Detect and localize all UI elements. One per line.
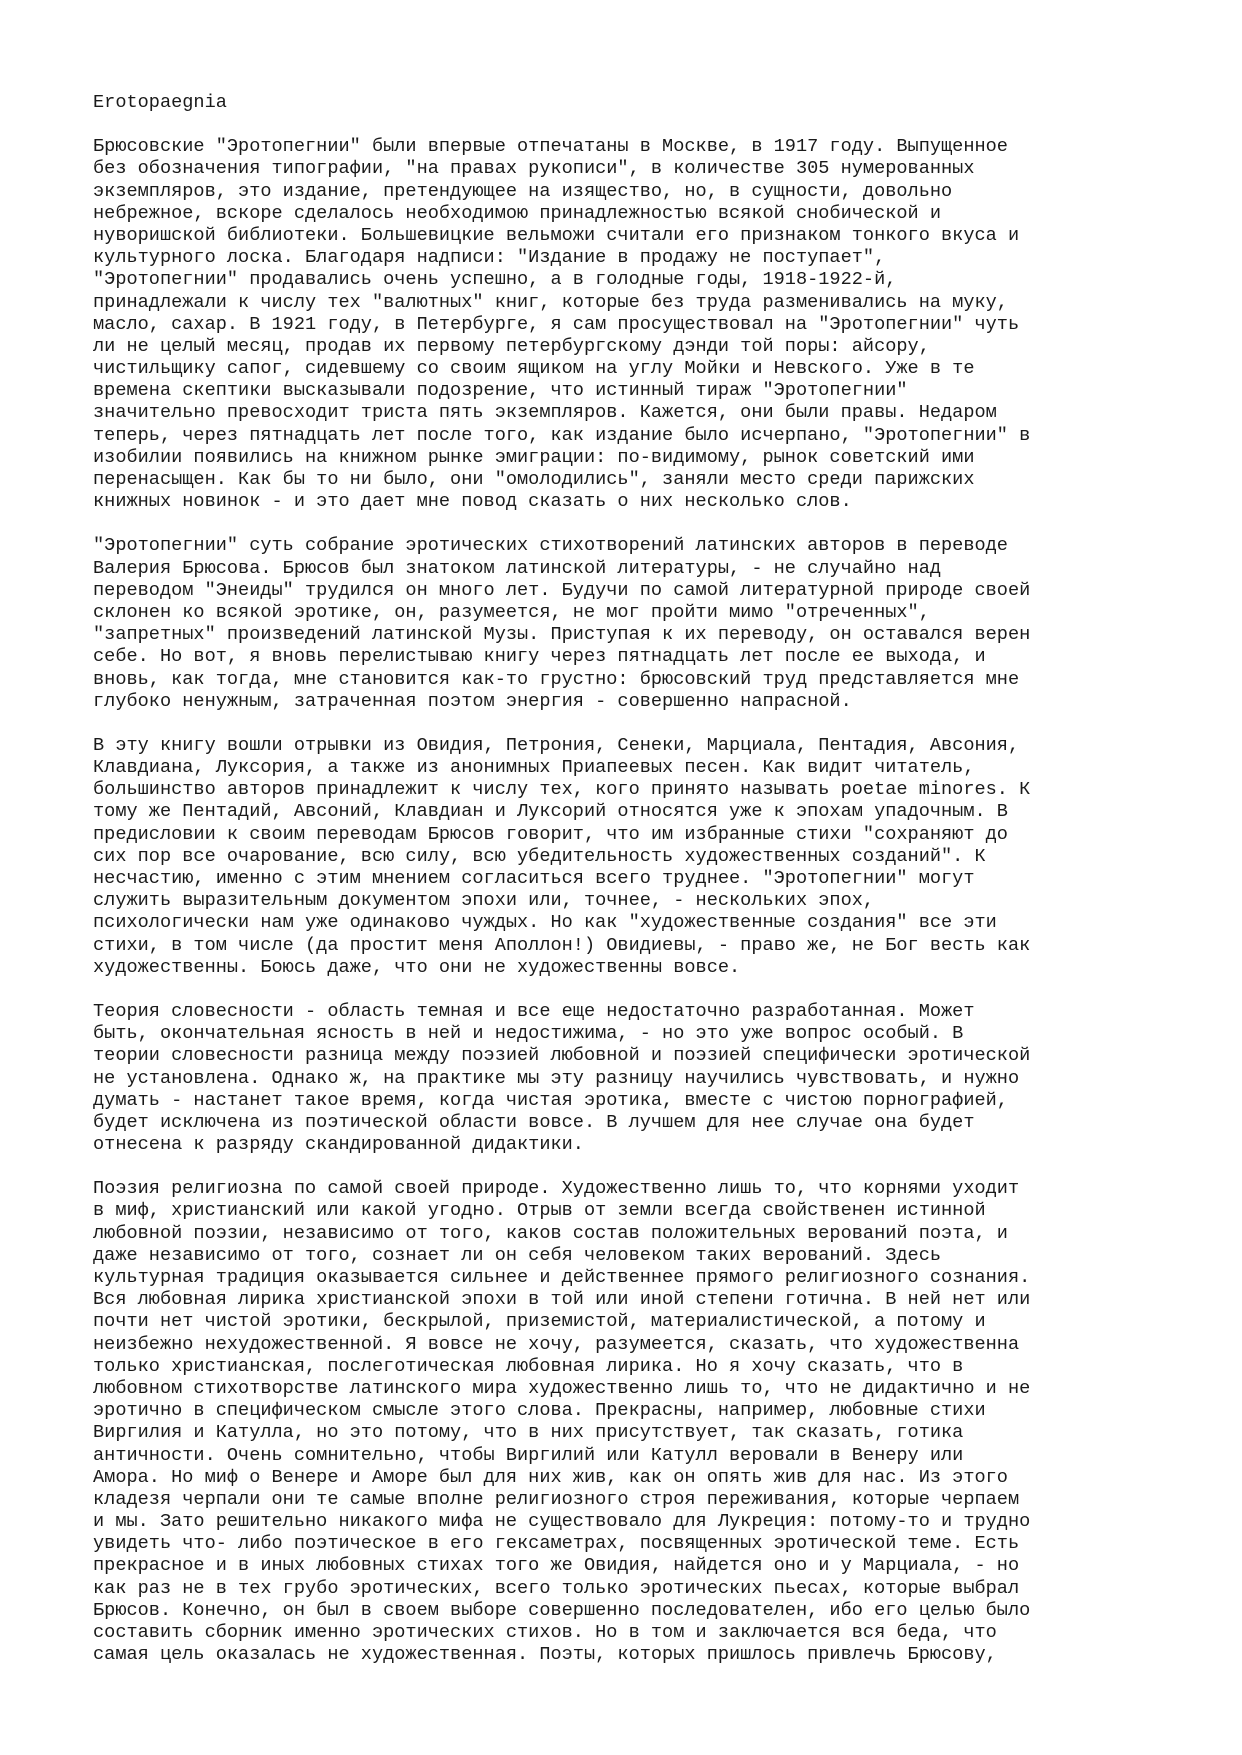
text-line: прекрасное и в иных любовных стихах того же Овидия, найдется оно и у Марциала, - но xyxy=(93,1555,1020,1577)
text-line: изобилии появились на книжном рынке эмиграции: по-видимому, рынок советский ими xyxy=(93,446,975,468)
text-line: как раз не в тех грубо эротических, всего только эротических пьесах, которые выбрал xyxy=(93,1577,1020,1599)
text-line: самая цель оказалась не художественная. Поэты, которых пришлось привлечь Брюсову, xyxy=(93,1644,997,1666)
text-line: "запретных" произведений латинской Музы. Приступая к их переводу, он оставался верен xyxy=(93,624,1031,646)
text-line: и мы. Зато решительно никакого мифа не существовало для Лукреция: потому-то и трудно xyxy=(93,1511,1031,1533)
text-line: в миф, христианский или какой угодно. Отрыв от земли всегда свойственен истинной xyxy=(93,1200,986,1222)
text-line: "Эротопегнии" продавались очень успешно, а в голодные годы, 1918-1922-й, xyxy=(93,269,897,291)
text-line: глубоко ненужным, затраченная поэтом энергия - совершенно напрасной. xyxy=(93,690,852,712)
text-line: склонен ко всякой эротике, он, разумеется, не мог пройти мимо "отреченных", xyxy=(93,601,930,623)
paragraph xyxy=(93,535,1173,713)
document-title: Erotopaegnia xyxy=(93,92,227,113)
text-line: себе. Но вот, я вновь перелистываю книгу через пятнадцать лет после ее выхода, и xyxy=(93,646,986,668)
text-line: культурная традиция оказывается сильнее и действеннее прямого религиозного сознания. xyxy=(93,1267,1031,1289)
paragraph xyxy=(93,136,1173,513)
text-line: тому же Пентадий, Авсоний, Клавдиан и Луксорий относятся уже к эпохам упадочным. В xyxy=(93,801,1008,823)
text-line: быть, окончательная ясность в ней и недостижима, - но это уже вопрос особый. В xyxy=(93,1023,964,1045)
text-line: экземпляров, это издание, претендующее на изящество, но, в сущности, довольно xyxy=(93,180,953,202)
text-line: теперь, через пятнадцать лет после того, как издание было исчерпано, "Эротопегнии" в xyxy=(93,424,1031,446)
text-line: предисловии к своим переводам Брюсов говорит, что им избранные стихи "сохраняют до xyxy=(93,823,1008,845)
text-line: переводом "Энеиды" трудился он много лет. Будучи по самой литературной природе своей xyxy=(93,579,1031,601)
text-line: будет исключена из поэтической области вовсе. В лучшем для нее случае она будет xyxy=(93,1111,975,1133)
text-line: большинство авторов принадлежит к числу тех, кого принято называть poetae minores. К xyxy=(93,779,1031,801)
text-line: Вся любовная лирика христианской эпохи в той или иной степени готична. В ней нет или xyxy=(93,1289,1031,1311)
text-line: без обозначения типографии, "на правах рукописи", в количестве 305 нумерованных xyxy=(93,158,975,180)
text-line: книжных новинок - и это дает мне повод сказать о них несколько слов. xyxy=(93,491,852,513)
text-line: масло, сахар. В 1921 году, в Петербурге, я сам просуществовал на "Эротопегнии" чуть xyxy=(93,313,1020,335)
text-line: почти нет чистой эротики, бескрылой, приземистой, материалистической, а потому и xyxy=(93,1311,986,1333)
text-line: небрежное, вскоре сделалось необходимою принадлежностью всякой снобической и xyxy=(93,202,942,224)
text-line: принадлежали к числу тех "валютных" книг, которые без труда разменивались на муку, xyxy=(93,291,1008,313)
text-line: времена скептики высказывали подозрение, что истинный тираж "Эротопегнии" xyxy=(93,380,908,402)
document-body xyxy=(93,136,1173,1666)
text-line: нуворишской библиотеки. Большевицкие вельможи считали его признаком тонкого вкуса и xyxy=(93,224,1020,246)
text-line: художественны. Боюсь даже, что они не художественны вовсе. xyxy=(93,956,741,978)
text-line: "Эротопегнии" суть собрание эротических стихотворений латинских авторов в переводе xyxy=(93,535,1008,557)
text-line: неизбежно нехудожественной. Я вовсе не хочу, разумеется, сказать, что художественна xyxy=(93,1333,1020,1355)
text-line: вновь, как тогда, мне становится как-то грустно: брюсовский труд представляется мне xyxy=(93,668,1020,690)
text-line: В эту книгу вошли отрывки из Овидия, Петрония, Сенеки, Марциала, Пентадия, Авсония, xyxy=(93,734,1020,756)
text-line: эротично в специфическом смысле этого слова. Прекрасны, например, любовные стихи xyxy=(93,1400,986,1422)
text-line: думать - настанет такое время, когда чистая эротика, вместе с чистою порнографией, xyxy=(93,1089,1008,1111)
text-line: несчастию, именно с этим мнением согласиться всего труднее. "Эротопегнии" могут xyxy=(93,868,975,890)
text-line: культурного лоска. Благодаря надписи: "Издание в продажу не поступает", xyxy=(93,247,886,269)
text-line: Поэзия религиозна по самой своей природе. Художественно лишь то, что корнями уходит xyxy=(93,1178,1020,1200)
text-line: только христианская, послеготическая любовная лирика. Но я хочу сказать, что в xyxy=(93,1355,964,1377)
text-line: Теория словесности - область темная и все еще недостаточно разработанная. Может xyxy=(93,1000,975,1022)
text-line: перенасыщен. Как бы то ни было, они "омолодились", заняли место среди парижских xyxy=(93,469,975,491)
text-line: стихи, в том числе (да простит меня Аполлон!) Овидиевы, - право же, не Бог весть как xyxy=(93,934,1031,956)
text-line: ли не целый месяц, продав их первому петербургскому дэнди той поры: айсору, xyxy=(93,335,930,357)
text-line: античности. Очень сомнительно, чтобы Виргилий или Катулл веровали в Венеру или xyxy=(93,1444,964,1466)
text-line: Виргилия и Катулла, но это потому, что в них присутствует, так сказать, готика xyxy=(93,1422,964,1444)
text-line: сих пор все очарование, всю силу, всю убедительность художественных созданий". К xyxy=(93,845,986,867)
text-line: Валерия Брюсова. Брюсов был знатоком латинской литературы, - не случайно над xyxy=(93,557,942,579)
text-line: увидеть что- либо поэтическое в его гексаметрах, посвященных эротической теме. Есть xyxy=(93,1533,1020,1555)
document-page xyxy=(93,92,1173,1688)
text-line: Брюсов. Конечно, он был в своем выборе совершенно последователен, ибо его целью было xyxy=(93,1599,1031,1621)
text-line: даже независимо от того, сознает ли он себя человеком таких верований. Здесь xyxy=(93,1244,942,1266)
text-line: любовной поэзии, независимо от того, каков состав положительных верований поэта, и xyxy=(93,1222,1008,1244)
paragraph xyxy=(93,1178,1173,1666)
text-line: не установлена. Однако ж, на практике мы эту разницу научились чувствовать, и нужно xyxy=(93,1067,1020,1089)
text-line: служить выразительным документом эпохи или, точнее, - нескольких эпох, xyxy=(93,890,875,912)
text-line: теории словесности разница между поэзией любовной и поэзией специфически эротической xyxy=(93,1045,1031,1067)
text-line: Амора. Но миф о Венере и Аморе был для них жив, как он опять жив для нас. Из этого xyxy=(93,1466,1008,1488)
text-line: чистильщику сапог, сидевшему со своим ящиком на углу Мойки и Невского. Уже в те xyxy=(93,358,975,380)
paragraph xyxy=(93,735,1173,979)
text-line: кладезя черпали они те самые вполне религиозного строя переживания, которые черпаем xyxy=(93,1488,1020,1510)
text-line: Брюсовские "Эротопегнии" были впервые отпечатаны в Москве, в 1917 году. Выпущенное xyxy=(93,136,1008,158)
text-line: Клавдиана, Луксория, а также из анонимных Приапеевых песен. Как видит читатель, xyxy=(93,757,975,779)
text-line: значительно превосходит триста пять экземпляров. Кажется, они были правы. Недаром xyxy=(93,402,997,424)
text-line: психологически нам уже одинаково чуждых. Но как "художественные создания" все эти xyxy=(93,912,997,934)
text-line: составить сборник именно эротических стихов. Но в том и заключается вся беда, что xyxy=(93,1622,997,1644)
paragraph xyxy=(93,1001,1173,1156)
text-line: отнесена к разряду скандированной дидактики. xyxy=(93,1134,584,1156)
text-line: любовном стихотворстве латинского мира художественно лишь то, что не дидактично и не xyxy=(93,1377,1031,1399)
